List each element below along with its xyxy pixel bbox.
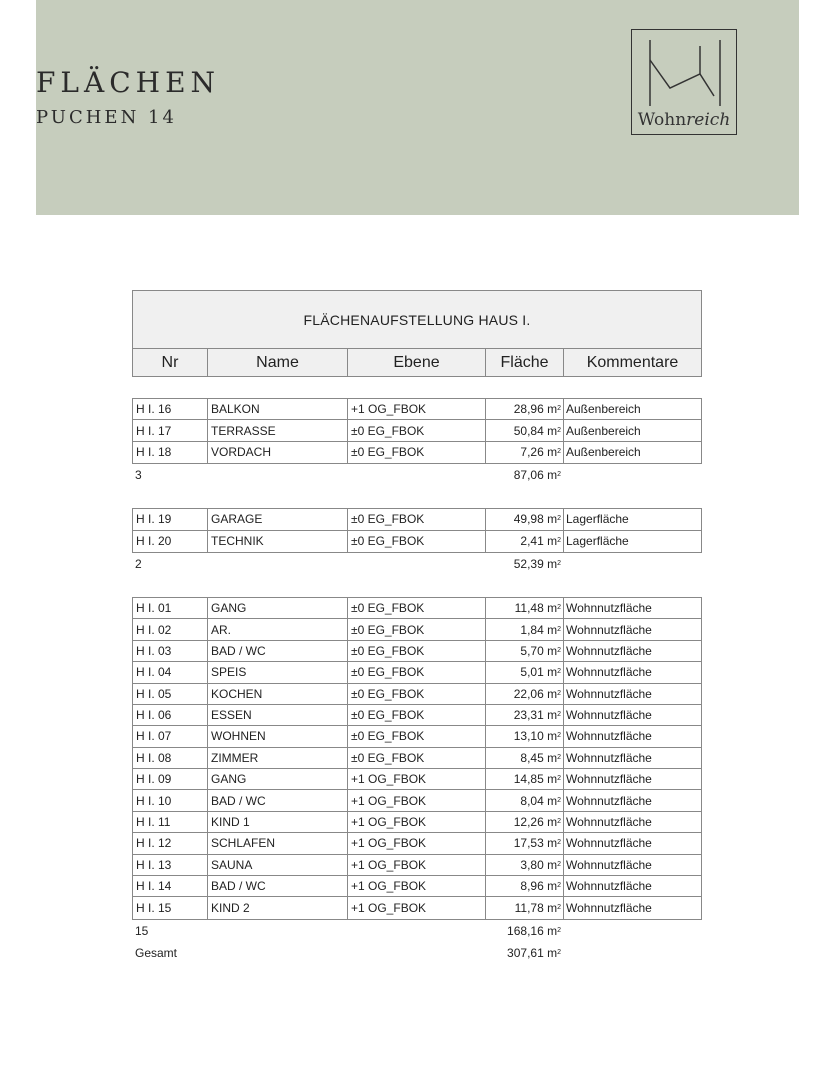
cell-name: KIND 2 xyxy=(208,897,348,918)
grand-total-row xyxy=(132,942,702,964)
column-header-nr: Nr xyxy=(133,349,208,376)
cell-name: ZIMMER xyxy=(208,748,348,768)
cell-nr: H I. 20 xyxy=(133,531,208,552)
cell-kommentar: Wohnnutzfläche xyxy=(566,815,652,830)
cell-flaeche: 1,84 m 2 xyxy=(486,619,564,639)
column-header-ebene: Ebene xyxy=(348,349,486,376)
cell-name: TERRASSE xyxy=(208,420,348,440)
cell-ebene: +1 OG_FBOK xyxy=(348,855,486,875)
cell-kommentar: Wohnnutzfläche xyxy=(566,622,652,637)
cell-kommentar: Wohnnutzfläche xyxy=(566,750,652,765)
table-row xyxy=(133,619,701,640)
cell-name: BALKON xyxy=(208,399,348,419)
grand-total-value: 307,61 m 2 xyxy=(507,945,561,960)
group-subtotal-row xyxy=(132,553,702,575)
cell-name: GANG xyxy=(208,769,348,789)
cell-kommentar: Außenbereich xyxy=(566,445,641,460)
table-row xyxy=(133,705,701,726)
cell-flaeche: 3,80 m 2 xyxy=(486,855,564,875)
cell-nr: H I. 19 xyxy=(133,509,208,529)
column-header-name: Name xyxy=(208,349,348,376)
cell-kommentar: Lagerfläche xyxy=(566,512,629,527)
group-count: 3 xyxy=(135,468,142,483)
cell-kommentar: Wohnnutzfläche xyxy=(566,729,652,744)
cell-ebene: ±0 EG_FBOK xyxy=(348,662,486,682)
cell-kommentar: Wohnnutzfläche xyxy=(566,901,652,916)
cell-kommentar: Wohnnutzfläche xyxy=(566,836,652,851)
cell-name: BAD / WC xyxy=(208,641,348,661)
cell-ebene: ±0 EG_FBOK xyxy=(348,420,486,440)
cell-flaeche: 11,78 m 2 xyxy=(486,897,564,918)
cell-nr: H I. 09 xyxy=(133,769,208,789)
cell-flaeche: 17,53 m 2 xyxy=(486,833,564,853)
cell-flaeche: 8,96 m 2 xyxy=(486,876,564,896)
cell-nr: H I. 04 xyxy=(133,662,208,682)
table-row xyxy=(133,684,701,705)
cell-name: WOHNEN xyxy=(208,726,348,746)
cell-flaeche: 2,41 m 2 xyxy=(486,531,564,552)
logo-wordmark: Wohnreich xyxy=(637,110,731,130)
table-row xyxy=(133,531,701,552)
cell-nr: H I. 12 xyxy=(133,833,208,853)
table-group xyxy=(132,398,702,464)
cell-kommentar: Wohnnutzfläche xyxy=(566,793,652,808)
cell-kommentar: Wohnnutzfläche xyxy=(566,879,652,894)
area-table xyxy=(132,290,702,964)
table-caption: FLÄCHENAUFSTELLUNG HAUS I. xyxy=(132,290,702,348)
table-row xyxy=(133,897,701,918)
table-row xyxy=(133,855,701,876)
cell-ebene: +1 OG_FBOK xyxy=(348,812,486,832)
cell-nr: H I. 05 xyxy=(133,684,208,704)
cell-ebene: ±0 EG_FBOK xyxy=(348,705,486,725)
group-subtotal-row xyxy=(132,464,702,486)
cell-ebene: +1 OG_FBOK xyxy=(348,790,486,810)
table-row xyxy=(133,399,701,420)
cell-ebene: +1 OG_FBOK xyxy=(348,399,486,419)
cell-ebene: ±0 EG_FBOK xyxy=(348,726,486,746)
cell-nr: H I. 13 xyxy=(133,855,208,875)
table-row xyxy=(133,641,701,662)
cell-name: AR. xyxy=(208,619,348,639)
cell-kommentar: Außenbereich xyxy=(566,402,641,417)
table-row xyxy=(133,442,701,463)
cell-nr: H I. 16 xyxy=(133,399,208,419)
cell-flaeche: 50,84 m 2 xyxy=(486,420,564,440)
cell-flaeche: 7,26 m 2 xyxy=(486,442,564,463)
cell-kommentar: Wohnnutzfläche xyxy=(566,857,652,872)
table-row xyxy=(133,420,701,441)
cell-flaeche: 8,04 m 2 xyxy=(486,790,564,810)
cell-nr: H I. 15 xyxy=(133,897,208,918)
cell-name: SPEIS xyxy=(208,662,348,682)
table-body xyxy=(132,377,702,942)
cell-ebene: +1 OG_FBOK xyxy=(348,876,486,896)
cell-ebene: +1 OG_FBOK xyxy=(348,897,486,918)
cell-name: TECHNIK xyxy=(208,531,348,552)
table-row xyxy=(133,790,701,811)
cell-name: KOCHEN xyxy=(208,684,348,704)
cell-name: SAUNA xyxy=(208,855,348,875)
page-subtitle: PUCHEN 14 xyxy=(36,107,177,128)
cell-nr: H I. 14 xyxy=(133,876,208,896)
cell-kommentar: Wohnnutzfläche xyxy=(566,601,652,616)
cell-kommentar: Wohnnutzfläche xyxy=(566,708,652,723)
cell-flaeche: 5,01 m 2 xyxy=(486,662,564,682)
table-group xyxy=(132,597,702,920)
cell-name: BAD / WC xyxy=(208,876,348,896)
grand-total-label: Gesamt xyxy=(135,945,178,960)
cell-name: VORDACH xyxy=(208,442,348,463)
group-count: 2 xyxy=(135,556,142,571)
cell-nr: H I. 08 xyxy=(133,748,208,768)
cell-flaeche: 11,48 m 2 xyxy=(486,598,564,618)
table-column-headers xyxy=(132,348,702,377)
cell-flaeche: 23,31 m 2 xyxy=(486,705,564,725)
cell-name: SCHLAFEN xyxy=(208,833,348,853)
cell-nr: H I. 18 xyxy=(133,442,208,463)
table-row xyxy=(133,748,701,769)
cell-name: GARAGE xyxy=(208,509,348,529)
cell-ebene: ±0 EG_FBOK xyxy=(348,442,486,463)
column-header-kommentare: Kommentare xyxy=(586,353,679,371)
column-header-flaeche: Fläche xyxy=(486,349,564,376)
cell-kommentar: Wohnnutzfläche xyxy=(566,686,652,701)
wohnreich-logo xyxy=(631,29,737,135)
group-count: 15 xyxy=(135,923,149,938)
cell-ebene: ±0 EG_FBOK xyxy=(348,598,486,618)
cell-ebene: +1 OG_FBOK xyxy=(348,769,486,789)
cell-nr: H I. 11 xyxy=(133,812,208,832)
cell-ebene: ±0 EG_FBOK xyxy=(348,748,486,768)
table-row xyxy=(133,876,701,897)
cell-flaeche: 49,98 m 2 xyxy=(486,509,564,529)
table-row xyxy=(133,833,701,854)
page-title: FLÄCHEN xyxy=(36,66,221,99)
cell-kommentar: Lagerfläche xyxy=(566,534,629,549)
cell-flaeche: 12,26 m 2 xyxy=(486,812,564,832)
cell-ebene: ±0 EG_FBOK xyxy=(348,531,486,552)
group-total: 87,06 m 2 xyxy=(513,468,561,483)
group-total: 168,16 m 2 xyxy=(507,923,561,938)
cell-ebene: ±0 EG_FBOK xyxy=(348,641,486,661)
cell-kommentar: Wohnnutzfläche xyxy=(566,665,652,680)
table-row xyxy=(133,509,701,530)
cell-name: GANG xyxy=(208,598,348,618)
cell-flaeche: 28,96 m 2 xyxy=(486,399,564,419)
cell-flaeche: 14,85 m 2 xyxy=(486,769,564,789)
cell-nr: H I. 02 xyxy=(133,619,208,639)
cell-flaeche: 8,45 m 2 xyxy=(486,748,564,768)
cell-kommentar: Wohnnutzfläche xyxy=(566,772,652,787)
table-row xyxy=(133,662,701,683)
cell-ebene: +1 OG_FBOK xyxy=(348,833,486,853)
cell-kommentar: Außenbereich xyxy=(566,423,641,438)
cell-ebene: ±0 EG_FBOK xyxy=(348,684,486,704)
cell-flaeche: 22,06 m 2 xyxy=(486,684,564,704)
cell-name: KIND 1 xyxy=(208,812,348,832)
cell-name: ESSEN xyxy=(208,705,348,725)
group-total: 52,39 m 2 xyxy=(513,556,561,571)
table-group xyxy=(132,508,702,553)
cell-name: BAD / WC xyxy=(208,790,348,810)
group-subtotal-row xyxy=(132,920,702,942)
table-row xyxy=(133,812,701,833)
cell-nr: H I. 10 xyxy=(133,790,208,810)
cell-flaeche: 13,10 m 2 xyxy=(486,726,564,746)
table-row xyxy=(133,726,701,747)
cell-kommentar: Wohnnutzfläche xyxy=(566,643,652,658)
cell-nr: H I. 01 xyxy=(133,598,208,618)
cell-flaeche: 5,70 m 2 xyxy=(486,641,564,661)
table-row xyxy=(133,598,701,619)
cell-ebene: ±0 EG_FBOK xyxy=(348,509,486,529)
cell-nr: H I. 03 xyxy=(133,641,208,661)
cell-nr: H I. 07 xyxy=(133,726,208,746)
table-row xyxy=(133,769,701,790)
cell-nr: H I. 06 xyxy=(133,705,208,725)
cell-nr: H I. 17 xyxy=(133,420,208,440)
cell-ebene: ±0 EG_FBOK xyxy=(348,619,486,639)
